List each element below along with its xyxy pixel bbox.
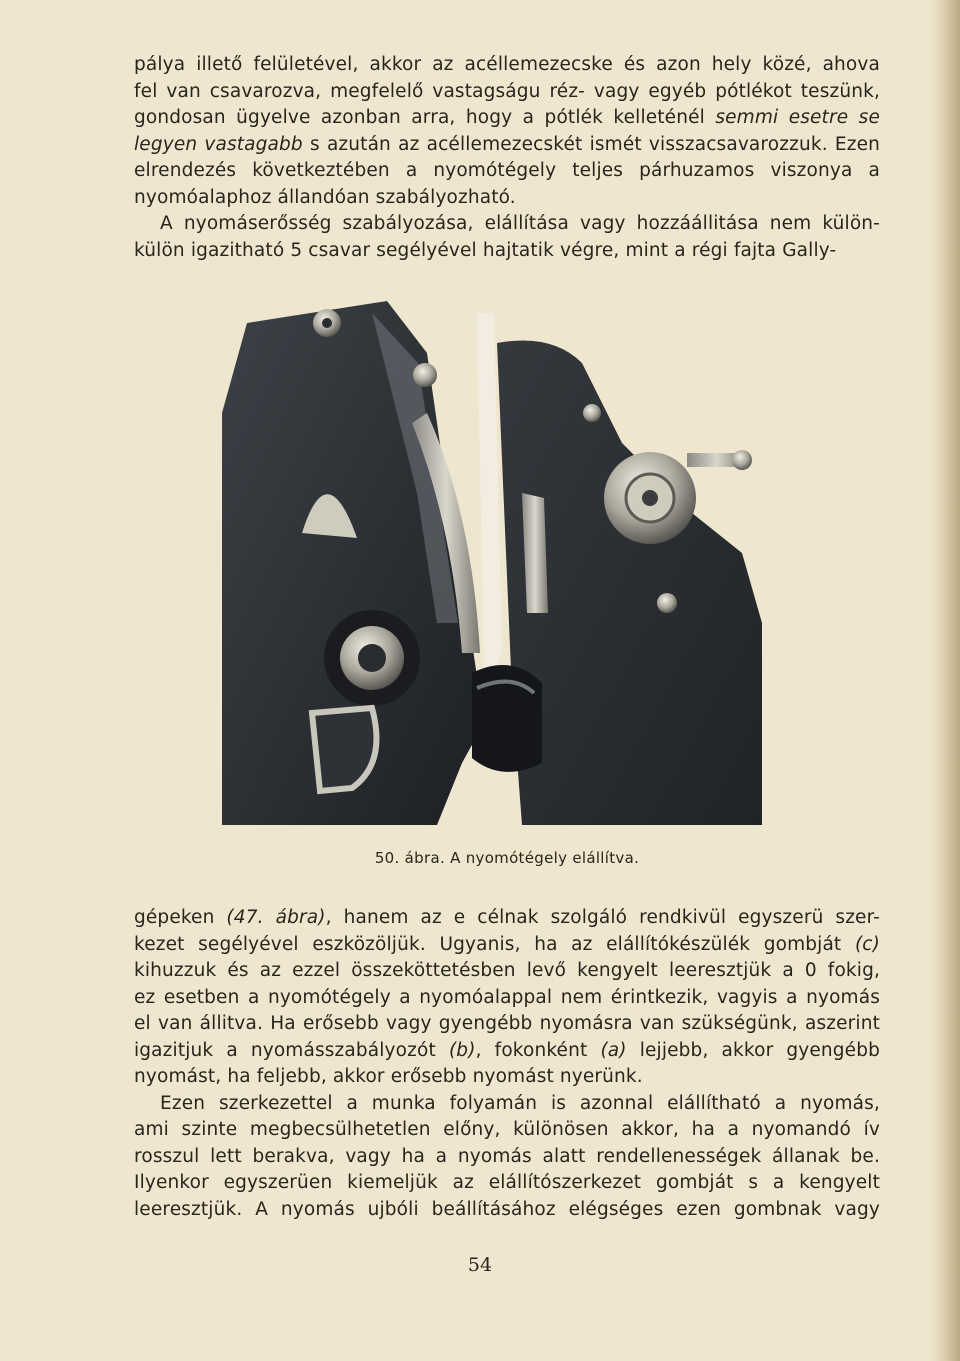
text-line: ez esetben a nyomótégely a nyomóalappal nem érintkezik, vagyis a nyomás xyxy=(134,986,880,1008)
italic-run: (47. ábra) xyxy=(226,907,326,928)
text-line: gondosan ügyelve azonban arra, hogy a pótlék kelleténél semmi esetre se xyxy=(134,107,880,128)
right-bolt xyxy=(583,404,601,422)
italic-run: legyen vastagabb xyxy=(134,133,303,155)
italic-run: semmi esetre se xyxy=(715,107,880,128)
figure-caption: 50. ábra. A nyomótégely elállítva. xyxy=(374,849,640,867)
italic-run: (c) xyxy=(854,933,880,955)
left-bolt xyxy=(413,363,437,387)
text-line: gépeken (47. ábra), hanem az e célnak szolgáló rendkivül egyszerü szer- xyxy=(134,907,880,928)
page-number: 54 xyxy=(467,1254,493,1276)
text-line: Ilyenkor egyszerüen kiemeljük az elállítószerkezet gombját s a kengyelt xyxy=(134,1172,880,1193)
bottom-text-block xyxy=(134,905,880,1223)
right-lower-bolt xyxy=(657,593,677,613)
text-line: külön igazitható 5 csavar segélyével hajtatik végre, mint a régi fajta Gally- xyxy=(134,239,837,261)
text-line: kezet segélyével eszközöljük. Ugyanis, ha az elállítókészülék gombját (c) xyxy=(134,933,880,955)
text-line: legyen vastagabb s azután az acéllemezecskét ismét visszacsavarozzuk. Ezen xyxy=(134,133,880,155)
text-line: rosszul lett berakva, vagy ha a nyomás alatt rendellenességek állanak be. xyxy=(134,1145,880,1167)
text-line: leeresztjük. A nyomás ujbóli beállításához elégséges ezen gombnak vagy xyxy=(134,1198,880,1220)
figure-printing-press-platen xyxy=(222,293,762,825)
top-text-block xyxy=(134,52,880,264)
text-line: ami szinte megbecsülhetetlen előny, különösen akkor, ha a nyomandó ív xyxy=(134,1119,880,1140)
text-line: Ezen szerkezettel a munka folyamán is azonnal elállítható a nyomás, xyxy=(160,1092,880,1114)
text-line: A nyomáserősség szabályozása, elállítása vagy hozzáállitása nem külön- xyxy=(160,213,880,234)
italic-run: (a) xyxy=(600,1039,627,1061)
text-line: nyomóalaphoz állandóan szabályozható. xyxy=(134,186,516,208)
text-line: fel van csavarozva, megfelelő vastagságu réz- vagy egyéb pótlékot teszünk, xyxy=(134,80,880,102)
text-line: igazitjuk a nyomásszabályozót (b), fokonként (a) lejjebb, akkor gyengébb xyxy=(134,1039,881,1061)
text-line: el van állitva. Ha erősebb vagy gyengébb nyomásra van szükségünk, aszerint xyxy=(134,1013,880,1034)
text-line: pálya illető felületével, akkor az acéllemezecske és azon hely közé, ahova xyxy=(134,54,880,75)
text-line: nyomást, ha feljebb, akkor erősebb nyomást nyerünk. xyxy=(134,1066,643,1087)
italic-run: (b) xyxy=(448,1039,476,1061)
page-edge-shadow xyxy=(930,0,960,1361)
text-line: kihuzzuk és az ezzel összeköttetésben levő kengyelt leeresztjük a 0 fokig, xyxy=(134,960,880,981)
text-line: elrendezés következtében a nyomótégely teljes párhuzamos viszonya a xyxy=(134,160,880,181)
